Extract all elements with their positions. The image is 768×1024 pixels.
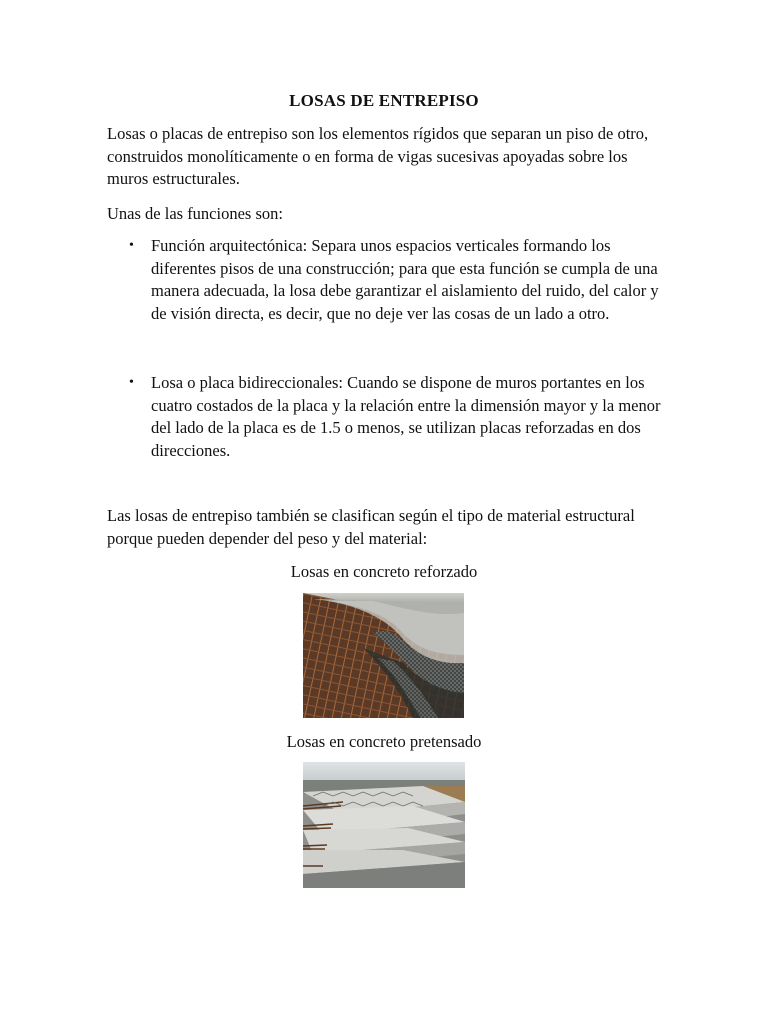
bullet-item-architectural [107,235,667,325]
bullet-icon: • [129,375,134,390]
prestressed-slab-photo [303,762,465,888]
figure-caption-reinforced: Losas en concreto reforzado [290,562,478,581]
intro-paragraph: Losas o placas de entrepiso son los elementos rígidos que separan un piso de otro, construidos monolíticamente o en forma de vigas sucesivas apoyadas sobre los muros estructurales. [107,124,649,188]
bullet-text: Losa o placa bidireccionales: Cuando se dispone de muros portantes en los cuatro costados de la placa y la relación entre la dimensión mayor y la menor del lado de la placa es de 1.5 o menos, se utilizan placas reforzadas en dos direcciones. [151,373,661,460]
reinforced-slab-photo [303,593,464,718]
bullet-icon: • [129,238,134,253]
bullet-text: Función arquitectónica: Separa unos espacios verticales formando los diferentes pisos de una construcción; para que esta función se cumpla de una manera adecuada, la losa debe garantizar el aislamiento del ruido, del calor y de visión directa, es decir, que no deje ver las cosas de un lado a otro. [151,236,659,323]
classification-paragraph: Las losas de entrepiso también se clasifican según el tipo de material estructural porque pueden depender del peso y del material: [107,506,635,548]
page-title: LOSAS DE ENTREPISO [289,91,479,110]
bullet-item-bidirectional [107,372,667,462]
figure-caption-prestressed: Losas en concreto pretensado [286,732,482,751]
functions-heading: Unas de las funciones son: [107,204,283,223]
